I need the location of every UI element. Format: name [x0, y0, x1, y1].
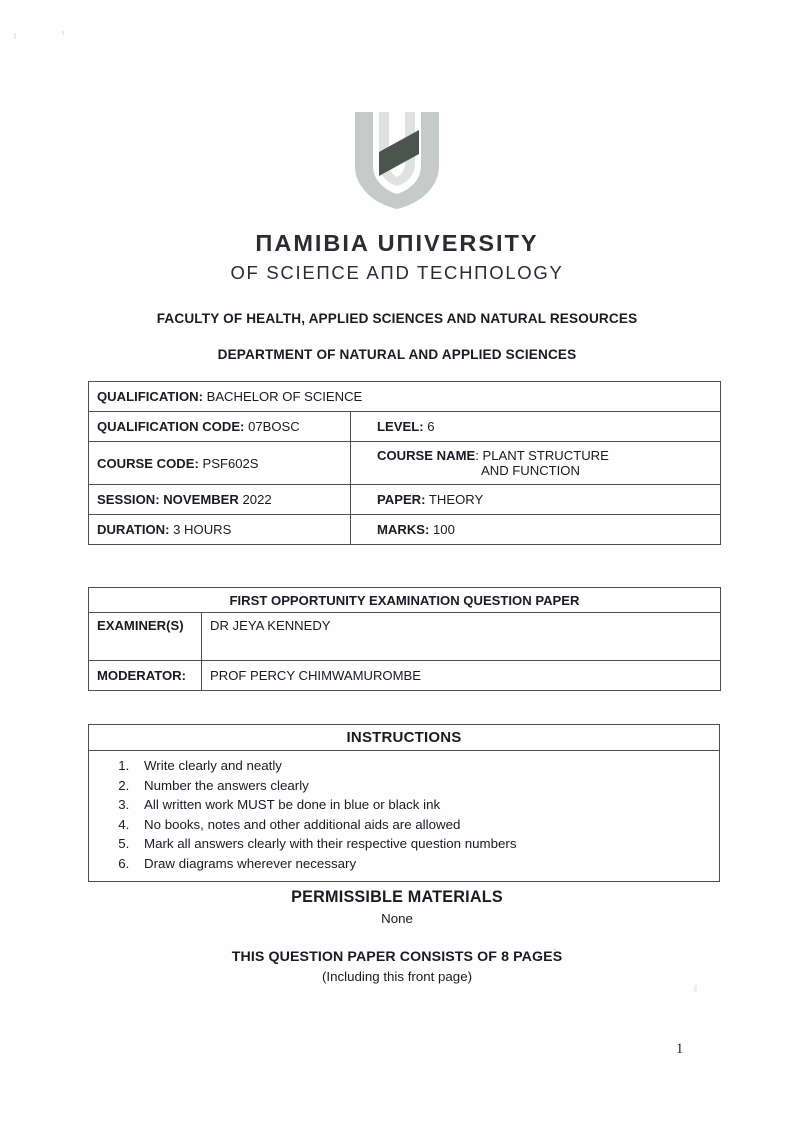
- course-name-label: COURSE NAME: [377, 448, 476, 463]
- table-row: [89, 412, 721, 442]
- page-count-note: (Including this front page): [321, 969, 473, 984]
- paper-cell: [351, 485, 721, 515]
- instructions-list: [97, 756, 711, 874]
- course-code-label: COURSE CODE:: [97, 455, 199, 471]
- table-row: [89, 485, 721, 515]
- qualification-code-value: 07BOSC: [248, 419, 300, 434]
- list-item: 2. Number the answers clearly: [133, 776, 711, 796]
- exam-paper-title: FIRST OPPORTUNITY EXAMINATION QUESTION PAPER: [89, 588, 721, 613]
- duration-value: 3 HOURS: [173, 522, 232, 537]
- wordmark-line-2: OF SCIEΠCE AΠD TECHΠOLOGY: [230, 262, 564, 284]
- page-number: 1: [676, 1041, 684, 1057]
- department-heading: DEPARTMENT OF NATURAL AND APPLIED SCIENCES: [217, 347, 577, 362]
- list-item: 5. Mark all answers clearly with their respective question numbers: [133, 834, 711, 854]
- marks-value: 100: [433, 522, 455, 537]
- qualification-cell: [89, 382, 721, 412]
- instructions-title: INSTRUCTIONS: [89, 725, 720, 751]
- duration-cell: [89, 515, 351, 545]
- university-logo: [0, 108, 794, 285]
- marks-label: MARKS:: [377, 522, 430, 537]
- level-value: 6: [427, 419, 435, 434]
- session-label: SESSION: NOVEMBER: [97, 492, 239, 507]
- scan-artifact: [62, 31, 64, 35]
- course-name-value: : PLANT STRUCTURE: [475, 448, 609, 463]
- permissible-materials-title: PERMISSIBLE MATERIALS: [291, 888, 503, 906]
- permissible-materials-block: [0, 888, 794, 926]
- session-value: 2022: [242, 492, 272, 507]
- marks-cell: [351, 515, 721, 545]
- paper-label: PAPER:: [377, 492, 426, 507]
- session-cell: [89, 485, 351, 515]
- permissible-materials-value: None: [381, 911, 413, 926]
- table-row: [89, 661, 721, 691]
- examiner-moderator-table: [88, 587, 721, 691]
- table-row: [89, 382, 721, 412]
- scan-artifact: [14, 33, 16, 39]
- page-count-text: THIS QUESTION PAPER CONSISTS OF 8 PAGES: [231, 949, 563, 965]
- list-item: 3. All written work MUST be done in blue or black ink: [133, 795, 711, 815]
- table-row: [89, 442, 721, 485]
- page-count-block: [0, 949, 794, 984]
- course-name-value-line2: AND FUNCTION: [481, 463, 580, 478]
- level-label: LEVEL:: [377, 419, 424, 434]
- qualification-value: BACHELOR OF SCIENCE: [206, 389, 363, 404]
- course-code-cell: [89, 442, 351, 485]
- instructions-body: [89, 751, 720, 882]
- nust-shield-icon: [337, 108, 457, 212]
- course-name-cell: [351, 442, 721, 485]
- moderator-label: MODERATOR:: [89, 661, 202, 691]
- paper-value: THEORY: [428, 492, 484, 507]
- level-cell: [351, 412, 721, 442]
- qualification-code-label: QUALIFICATION CODE:: [97, 419, 245, 434]
- table-row: [89, 613, 721, 661]
- list-item: 1. Write clearly and neatly: [133, 756, 711, 776]
- table-row: [89, 515, 721, 545]
- duration-label: DURATION:: [97, 522, 170, 537]
- examiner-value: DR JEYA KENNEDY: [202, 613, 721, 661]
- examiner-label: EXAMINER(S): [89, 613, 202, 661]
- list-item: 6. Draw diagrams wherever necessary: [133, 854, 711, 874]
- university-wordmark: [0, 228, 794, 285]
- table-row: [89, 588, 721, 613]
- qualification-label: QUALIFICATION:: [97, 389, 203, 404]
- course-code-value: PSF602S: [202, 455, 259, 471]
- faculty-heading: FACULTY OF HEALTH, APPLIED SCIENCES AND NATURAL RESOURCES: [156, 311, 638, 326]
- qualification-details-table: [88, 381, 721, 545]
- qualification-code-cell: [89, 412, 351, 442]
- instructions-table: [88, 724, 720, 882]
- moderator-value: PROF PERCY CHIMWAMUROMBE: [202, 661, 721, 691]
- table-row: [89, 725, 720, 751]
- wordmark-line-1: ΠAMIBIA UΠIVERSITY: [255, 230, 539, 256]
- table-row: [89, 751, 720, 882]
- scan-artifact: [694, 985, 697, 992]
- list-item: 4. No books, notes and other additional aids are allowed: [133, 815, 711, 835]
